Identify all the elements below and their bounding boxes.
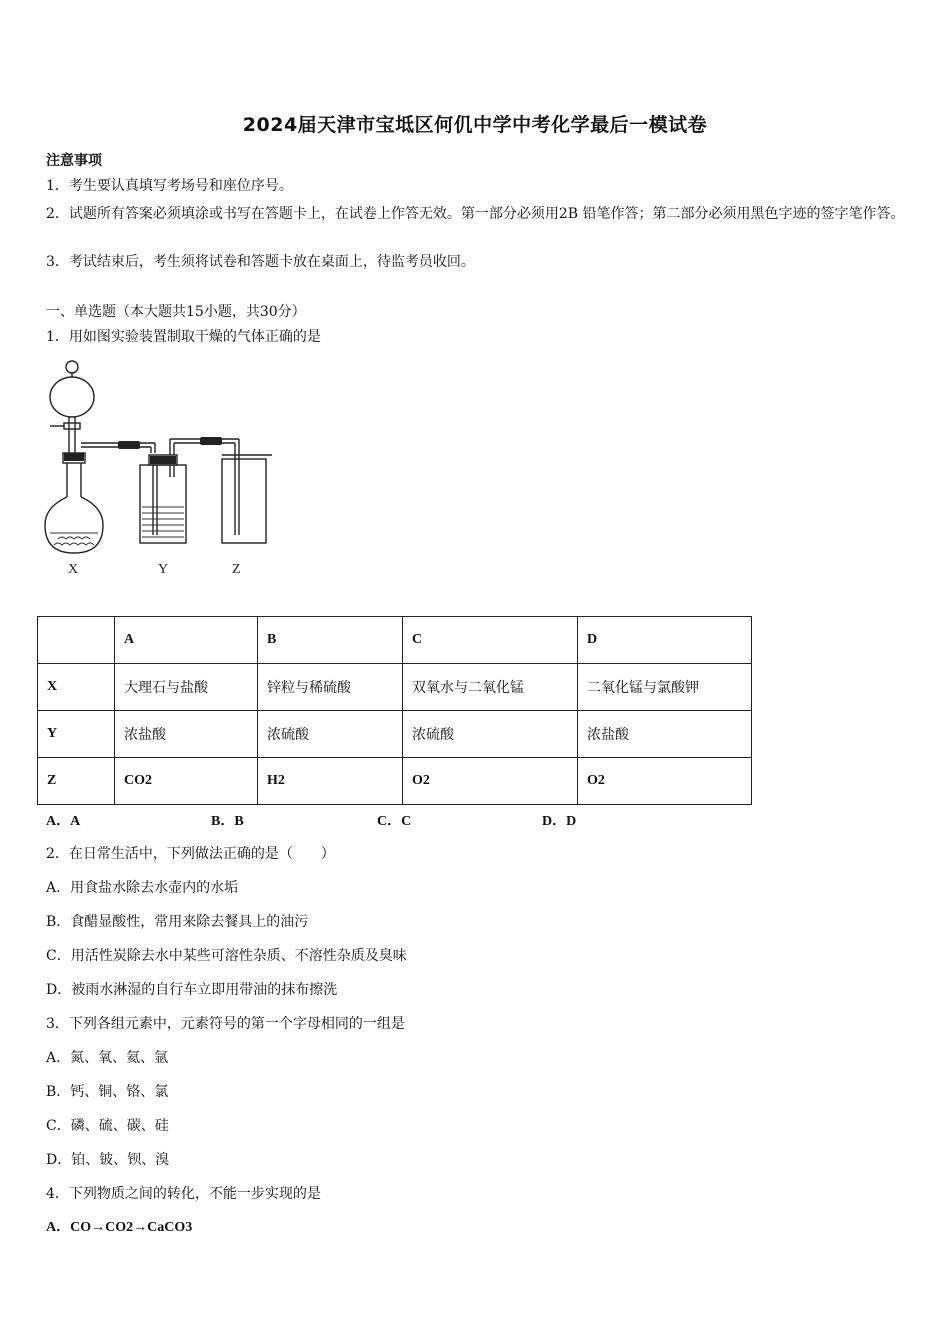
q2-option-a: A．用食盐水除去水壶内的水垢 bbox=[46, 880, 239, 896]
row-label: Z bbox=[38, 758, 115, 805]
table-cell: 锌粒与稀硫酸 bbox=[258, 664, 403, 711]
table-cell: H2 bbox=[258, 758, 403, 805]
table-cell: O2 bbox=[578, 758, 752, 805]
table-cell: 浓盐酸 bbox=[115, 711, 258, 758]
notice-item-1: 1．考生要认真填写考场号和座位序号。 bbox=[46, 178, 293, 194]
q1-options-table bbox=[37, 616, 752, 805]
table-cell: 大理石与盐酸 bbox=[115, 664, 258, 711]
table-cell: 双氧水与二氧化锰 bbox=[403, 664, 578, 711]
notice-item-3: 3．考试结束后，考生须将试卷和答题卡放在桌面上，待监考员收回。 bbox=[46, 254, 475, 270]
figure-label-x: X bbox=[68, 562, 79, 577]
q3-option-c: C．磷、硫、碳、硅 bbox=[46, 1118, 169, 1134]
page-title: 2024届天津市宝坻区何仉中学中考化学最后一模试卷 bbox=[242, 114, 708, 136]
section-heading: 一、单选题（本大题共15小题，共30分） bbox=[46, 304, 306, 320]
row-label: Y bbox=[38, 711, 115, 758]
figure-label-z: Z bbox=[232, 562, 241, 577]
q3-option-a: A．氮、氧、氦、氩 bbox=[46, 1050, 169, 1066]
table-cell: 浓盐酸 bbox=[578, 711, 752, 758]
q1-choice-d: D．D bbox=[542, 814, 577, 829]
q1-choice-c: C．C bbox=[377, 814, 412, 829]
figure-label-y: Y bbox=[158, 562, 169, 577]
q2-option-d: D．被雨水淋湿的自行车立即用带油的抹布擦洗 bbox=[46, 982, 338, 998]
table-row bbox=[38, 758, 752, 805]
table-cell: O2 bbox=[403, 758, 578, 805]
q2-stem: 2．在日常生活中，下列做法正确的是（ ） bbox=[46, 846, 335, 862]
q1-stem: 1．用如图实验装置制取干燥的气体正确的是 bbox=[46, 329, 321, 345]
table-cell: 浓硫酸 bbox=[403, 711, 578, 758]
q3-option-d: D．铂、铍、钡、溴 bbox=[46, 1152, 170, 1168]
q4-option-a: A．CO→CO2→CaCO3 bbox=[46, 1220, 193, 1235]
table-header-cell bbox=[38, 617, 115, 664]
table-row bbox=[38, 711, 752, 758]
table-cell: 二氧化锰与氯酸钾 bbox=[578, 664, 752, 711]
q1-choice-b: B．B bbox=[211, 814, 244, 829]
table-header-row bbox=[38, 617, 752, 664]
q1-choice-a: A．A bbox=[46, 814, 81, 829]
table-header-cell: A bbox=[115, 617, 258, 664]
table-cell: CO2 bbox=[115, 758, 258, 805]
q4-stem: 4．下列物质之间的转化，不能一步实现的是 bbox=[46, 1186, 321, 1202]
table-header-cell: D bbox=[578, 617, 752, 664]
notice-item-2: 2．试题所有答案必须填涂或书写在答题卡上，在试卷上作答无效。第一部分必须用2B 铅笔作答；第二部分必须用黑色字迹的签字笔作答。 bbox=[46, 206, 905, 222]
q3-option-b: B．钙、铜、铬、氯 bbox=[46, 1084, 169, 1100]
table-cell: 浓硫酸 bbox=[258, 711, 403, 758]
table-header-cell: B bbox=[258, 617, 403, 664]
q2-option-b: B．食醋显酸性，常用来除去餐具上的油污 bbox=[46, 914, 309, 930]
q3-stem: 3．下列各组元素中，元素符号的第一个字母相同的一组是 bbox=[46, 1016, 405, 1032]
apparatus-figure bbox=[40, 357, 285, 579]
q2-option-c: C．用活性炭除去水中某些可溶性杂质、不溶性杂质及臭味 bbox=[46, 948, 407, 964]
table-row bbox=[38, 664, 752, 711]
table-header-cell: C bbox=[403, 617, 578, 664]
notice-heading: 注意事项 bbox=[46, 153, 102, 169]
row-label: X bbox=[38, 664, 115, 711]
